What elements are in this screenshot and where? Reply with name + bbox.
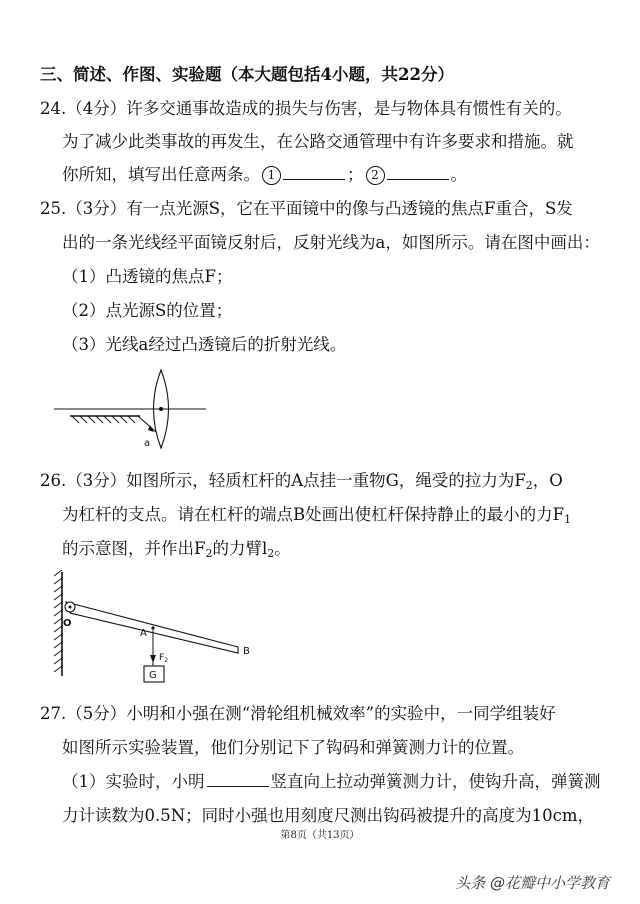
q26-text1b: ，O — [532, 471, 563, 490]
point-a — [151, 626, 154, 629]
q24-marker-1: 1 — [262, 166, 281, 185]
q26-text3: 的示意图，并作出F — [62, 539, 206, 558]
q25-item3: （3）光线a经过凸透镜后的折射光线。 — [62, 335, 347, 354]
q26-text3b: 的力臂l — [212, 539, 268, 558]
q24-end: 。 — [450, 165, 467, 184]
q25-item1: （1）凸透镜的焦点F； — [62, 267, 233, 286]
q25-line2: 出的一条光线经平面镜反射后，反射光线为a，如图所示。请在图中画出： — [62, 233, 600, 252]
q26-line3 — [62, 538, 291, 560]
q27-line1 — [40, 703, 556, 725]
q24-number: 24. — [40, 99, 67, 118]
q26-sub1: 2 — [525, 479, 533, 492]
q25-score: （3分） — [66, 199, 127, 218]
q26-line2 — [62, 504, 571, 526]
q26-number: 26. — [40, 471, 67, 490]
q26-sub4: 2 — [267, 547, 275, 560]
q24-text3: 你所知，填写出任意两条。 — [62, 165, 260, 184]
section-title: 三、简述、作图、实验题（本大题包括4小题，共22分） — [40, 65, 454, 84]
wall — [54, 570, 62, 676]
optical-center — [159, 407, 163, 411]
q24-score: （4分） — [66, 99, 127, 118]
q26-sub3: 2 — [205, 547, 213, 560]
label-b: B — [243, 646, 250, 657]
q25-number: 25. — [40, 199, 67, 218]
ray-a — [138, 416, 156, 432]
q26-line1 — [40, 470, 563, 492]
label-f2: $F_2$ — [159, 653, 169, 664]
q27-number: 27. — [40, 704, 67, 723]
q26-text1: 如图所示，轻质杠杆的A点挂一重物G，绳受的拉力为F — [126, 471, 526, 490]
label-g: G — [149, 670, 157, 681]
q27-text1: 小明和小强在测“滑轮组机械效率”的实验中，一同学组装好 — [126, 704, 556, 723]
q24-line3 — [62, 164, 467, 186]
q26-text2: 为杠杆的支点。请在杠杆的端点B处画出使杠杆保持静止的最小的力F — [62, 505, 565, 524]
plane-mirror — [70, 416, 140, 423]
q26-lever-diagram — [50, 570, 270, 690]
q24-text1: 许多交通事故造成的损失与伤害，是与物体具有惯性有关的。 — [126, 99, 572, 118]
force-f2-arrow — [150, 655, 156, 663]
q27-line4: 力计读数为0.5N；同时小强也用刻度尺测出钩码被提升的高度为10cm， — [62, 806, 595, 825]
q25-item2: （2）点光源S的位置； — [62, 301, 233, 320]
q26-text3c: 。 — [274, 539, 291, 558]
q24-blank-1[interactable] — [283, 164, 345, 180]
label-o: O — [63, 618, 72, 629]
q25-lens-diagram — [50, 364, 220, 454]
q27-item1 — [62, 771, 601, 793]
q24-separator: ； — [347, 165, 364, 184]
q27-text3b: 竖直向上拉动弹簧测力计，使钩升高，弹簧测 — [270, 772, 601, 791]
q24-marker-2: 2 — [366, 166, 385, 185]
ray-a-label: a — [144, 438, 151, 449]
q24-blank-2[interactable] — [387, 164, 449, 180]
q27-score: （5分） — [66, 704, 127, 723]
page-footer: 第8页（共13页） — [280, 830, 360, 841]
q26-score: （3分） — [66, 471, 127, 490]
q25-text1: 有一点光源S，它在平面镜中的像与凸透镜的焦点F重合，S发 — [126, 199, 573, 218]
q27-text3a: （1）实验时，小明 — [62, 772, 205, 791]
label-a: A — [140, 628, 147, 639]
q27-blank-1[interactable] — [207, 771, 269, 787]
q27-line2: 如图所示实验装置，他们分别记下了钩码和弹簧测力计的位置。 — [62, 738, 524, 757]
q25-line1 — [40, 198, 573, 220]
q24-line2: 为了减少此类事故的再发生，在公路交通管理中有许多要求和措施。就 — [62, 132, 574, 151]
q24-line1 — [40, 98, 572, 120]
watermark: 头条 @花瓣中小学教育 — [455, 874, 610, 892]
q26-sub2: 1 — [564, 513, 572, 526]
